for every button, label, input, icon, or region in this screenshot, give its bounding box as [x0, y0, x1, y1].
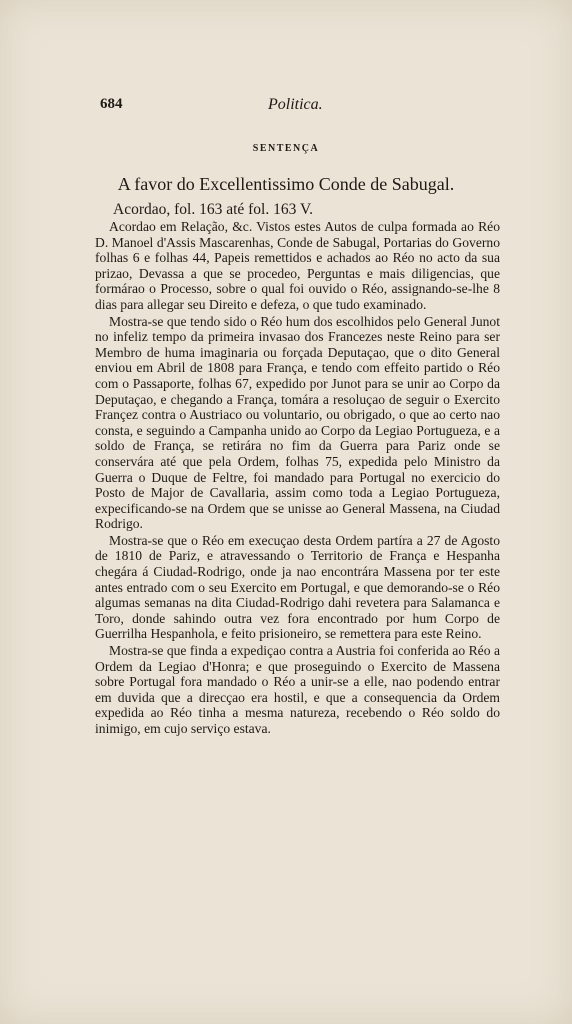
paragraph: Mostra-se que tendo sido o Réo hum dos escolhidos pelo General Junot no infeliz tempo da primeira invasao dos Francezes neste Reino para ser Membro de huma imaginaria ou forçada Deputaçao, que o dito General enviou em Abril de 1808 para França, e tendo com effeito partido o Réo com o Passaporte, folhas 67, expedido por Junot para se unir ao Corpo da Deputaçao, e chegando a França, tomára a resoluçao de seguir o Exercito Françez contra o Austriaco ou voluntario, ou obrigado, o que ao certo nao consta, e seguindo a Campanha unido ao Corpo da Legiao Portugueza, e a soldo de França, se retirára no fim da Guerra para Pariz onde se conservára até que pela Ordem, folhas 75, expedida pelo Ministro da Guerra o Duque de Feltre, foi mandado para Portugal no exercicio do Posto de Major de Cavallaria, assim como toda a Legiao Portugueza, expecificando-se na Ordem que se unisse ao General Massena, na Ciudad Rodrigo.	[95, 313, 500, 532]
page-number: 684	[100, 96, 123, 112]
body-text	[95, 219, 500, 737]
paragraph: Mostra-se que finda a expediçao contra a Austria foi conferida ao Réo a Ordem da Legiao d'Honra; e que proseguindo o Exercito de Massena sobre Portugal fora mandado o Réo a unir-se a elle, nao podendo entrar em duvida que a direcçao era hostil, e que a consequencia da Ordem expedida ao Réo tinha a mesma natureza, recebendo o Réo soldo do inimigo, em cujo serviço estava.	[95, 643, 500, 736]
reference-line: Acordao, fol. 163 até fol. 163 V.	[113, 201, 314, 218]
paragraph: Mostra-se que o Réo em execuçao desta Ordem partíra a 27 de Agosto de 1810 de Pariz, e atravessando o Territorio de França e Hespanha chegára á Ciudad-Rodrigo, onde ja nao encontrára Massena por ter este antes entrado com o seu Exercito em Portugal, e que demorando-se o Réo algumas semanas na dita Ciudad-Rodrigo dahi revetera para Salamanca e Toro, donde sahindo outra vez fora encontrado por hum Corpo de Guerrilha Hespanhola, e feito prisioneiro, se remettera para este Reino.	[95, 532, 500, 642]
section-label: SENTENÇA	[252, 143, 320, 154]
document-title: A favor do Excellentissimo Conde de Sabugal.	[117, 174, 455, 194]
paragraph: Acordao em Relação, &c. Vistos estes Autos de culpa formada ao Réo D. Manoel d'Assis Mascarenhas, Conde de Sabugal, Portarias do Governo folhas 6 e folhas 44, Papeis remettidos e achados ao Réo no acto da sua prizao, Devassa a que se procedeo, Perguntas e mais diligencias, que formárao o Processo, sobre o qual foi ouvido o Réo, assignando-se-lhe 8 dias para allegar seu Direito e defeza, o que tudo examinado.	[95, 219, 500, 312]
running-head: Politica.	[268, 96, 323, 113]
page-header	[100, 96, 500, 116]
